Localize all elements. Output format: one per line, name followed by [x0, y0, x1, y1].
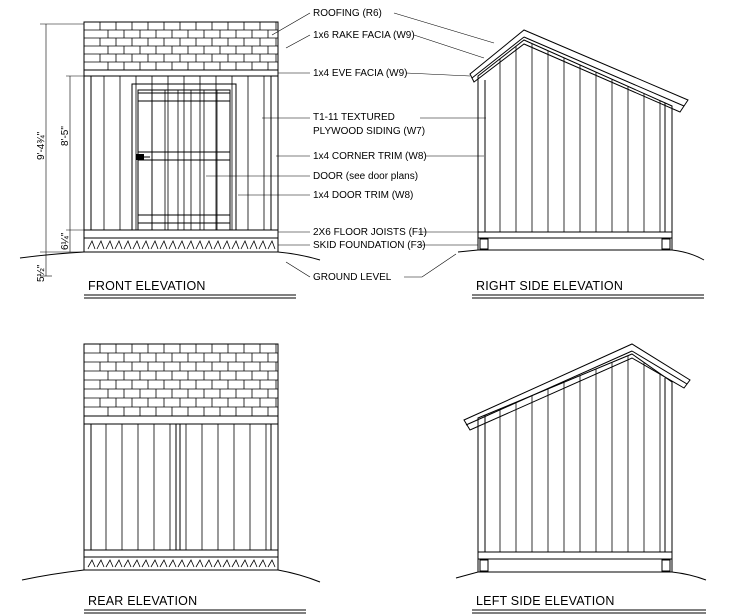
rear-ground-line — [22, 570, 320, 582]
skid-grain — [223, 241, 230, 249]
right-siding-grooves — [500, 44, 660, 232]
skid-grain — [124, 560, 131, 567]
door-latch-icon — [136, 154, 144, 160]
skid-grain — [169, 241, 176, 249]
rear-elevation — [22, 344, 320, 613]
front-corner-trim-right — [271, 76, 278, 230]
skid-grain — [196, 560, 203, 567]
skid-grain — [106, 560, 113, 567]
skid-grain — [88, 241, 95, 249]
skid-grain — [178, 241, 185, 249]
skid-grain — [160, 560, 167, 567]
front-floor-joist — [84, 230, 278, 238]
left-siding-grooves — [500, 356, 660, 552]
skid-grain — [151, 241, 158, 249]
skid-grain — [259, 560, 266, 567]
overall-height-dim: 9'-4¾" — [36, 131, 47, 160]
skid-grain — [241, 560, 248, 567]
skid-grain — [133, 241, 140, 249]
callout-roofing: ROOFING (R6) — [313, 8, 382, 19]
skid-grain — [268, 241, 275, 249]
callout-labels — [313, 8, 427, 283]
skid-grain — [241, 241, 248, 249]
callout-ground-level: GROUND LEVEL — [313, 272, 392, 283]
skid-grain — [232, 560, 239, 567]
callout-eve-facia: 1x4 EVE FACIA (W9) — [313, 68, 408, 79]
skid-grain — [232, 241, 239, 249]
skid-grain — [142, 241, 149, 249]
rear-siding-grooves — [106, 424, 266, 550]
callout-rake-facia: 1x6 RAKE FACIA (W9) — [313, 30, 415, 41]
front-skid — [84, 238, 278, 252]
rear-skid-hatch — [88, 560, 275, 567]
callout-door: DOOR (see door plans) — [313, 171, 419, 182]
skid-grain — [106, 241, 113, 249]
skid-dim: 5½" — [36, 264, 47, 282]
skid-grain — [214, 560, 221, 567]
left-side-elevation — [456, 344, 706, 613]
left-skid — [478, 559, 672, 572]
skid-grain — [97, 560, 104, 567]
wall-height-dim: 8'-5" — [60, 126, 71, 146]
callout-siding-2: PLYWOOD SIDING (W7) — [313, 126, 426, 137]
skid-grain — [115, 560, 122, 567]
skid-grain — [160, 241, 167, 249]
front-corner-trim-left — [84, 76, 91, 230]
skid-grain — [268, 560, 275, 567]
skid-grain — [124, 241, 131, 249]
front-elevation — [20, 22, 320, 298]
callout-floor-joists: 2X6 FLOOR JOISTS (F1) — [313, 227, 427, 238]
skid-grain — [169, 560, 176, 567]
left-ground-line — [456, 572, 706, 580]
front-siding-grooves — [104, 76, 264, 230]
skid-grain — [187, 241, 194, 249]
callout-corner-trim: 1x4 CORNER TRIM (W8) — [313, 151, 427, 162]
front-elevation-title: FRONT ELEVATION — [88, 279, 206, 293]
skid-grain — [259, 241, 266, 249]
skid-grain — [205, 241, 212, 249]
skid-grain — [97, 241, 104, 249]
skid-grain — [115, 241, 122, 249]
right-floor-joist — [478, 232, 672, 238]
callout-skid-foundation: SKID FOUNDATION (F3) — [313, 240, 426, 251]
right-elevation-title: RIGHT SIDE ELEVATION — [476, 279, 624, 293]
left-roof — [464, 344, 690, 430]
left-floor-joist — [478, 552, 672, 559]
rear-elevation-title: REAR ELEVATION — [88, 594, 198, 608]
front-eve-facia — [84, 70, 278, 76]
front-shingle-pattern — [84, 22, 278, 70]
right-skid — [478, 238, 672, 250]
skid-grain — [142, 560, 149, 567]
skid-grain — [178, 560, 185, 567]
right-wall — [478, 40, 672, 232]
skid-grain — [151, 560, 158, 567]
rear-skid — [84, 557, 278, 570]
skid-grain — [214, 241, 221, 249]
right-side-elevation — [458, 30, 704, 298]
skid-grain — [133, 560, 140, 567]
front-ground-line — [20, 252, 320, 260]
floor-dim: 6¼" — [60, 232, 71, 250]
front-wall — [84, 76, 278, 230]
callout-door-trim: 1x4 DOOR TRIM (W8) — [313, 190, 414, 201]
rear-floor-joist — [84, 550, 278, 557]
left-elevation-title: LEFT SIDE ELEVATION — [476, 594, 615, 608]
callout-siding-1: T1-11 TEXTURED — [313, 112, 395, 123]
right-roof — [470, 30, 688, 112]
skid-grain — [205, 560, 212, 567]
skid-grain — [250, 241, 257, 249]
rear-wall — [84, 424, 278, 550]
front-skid-hatch — [88, 241, 275, 249]
skid-grain — [187, 560, 194, 567]
skid-grain — [88, 560, 95, 567]
skid-grain — [196, 241, 203, 249]
rear-shingle-pattern — [84, 344, 278, 416]
skid-grain — [223, 560, 230, 567]
rear-eve-facia — [84, 416, 278, 424]
right-ground-line — [458, 250, 704, 260]
skid-grain — [250, 560, 257, 567]
